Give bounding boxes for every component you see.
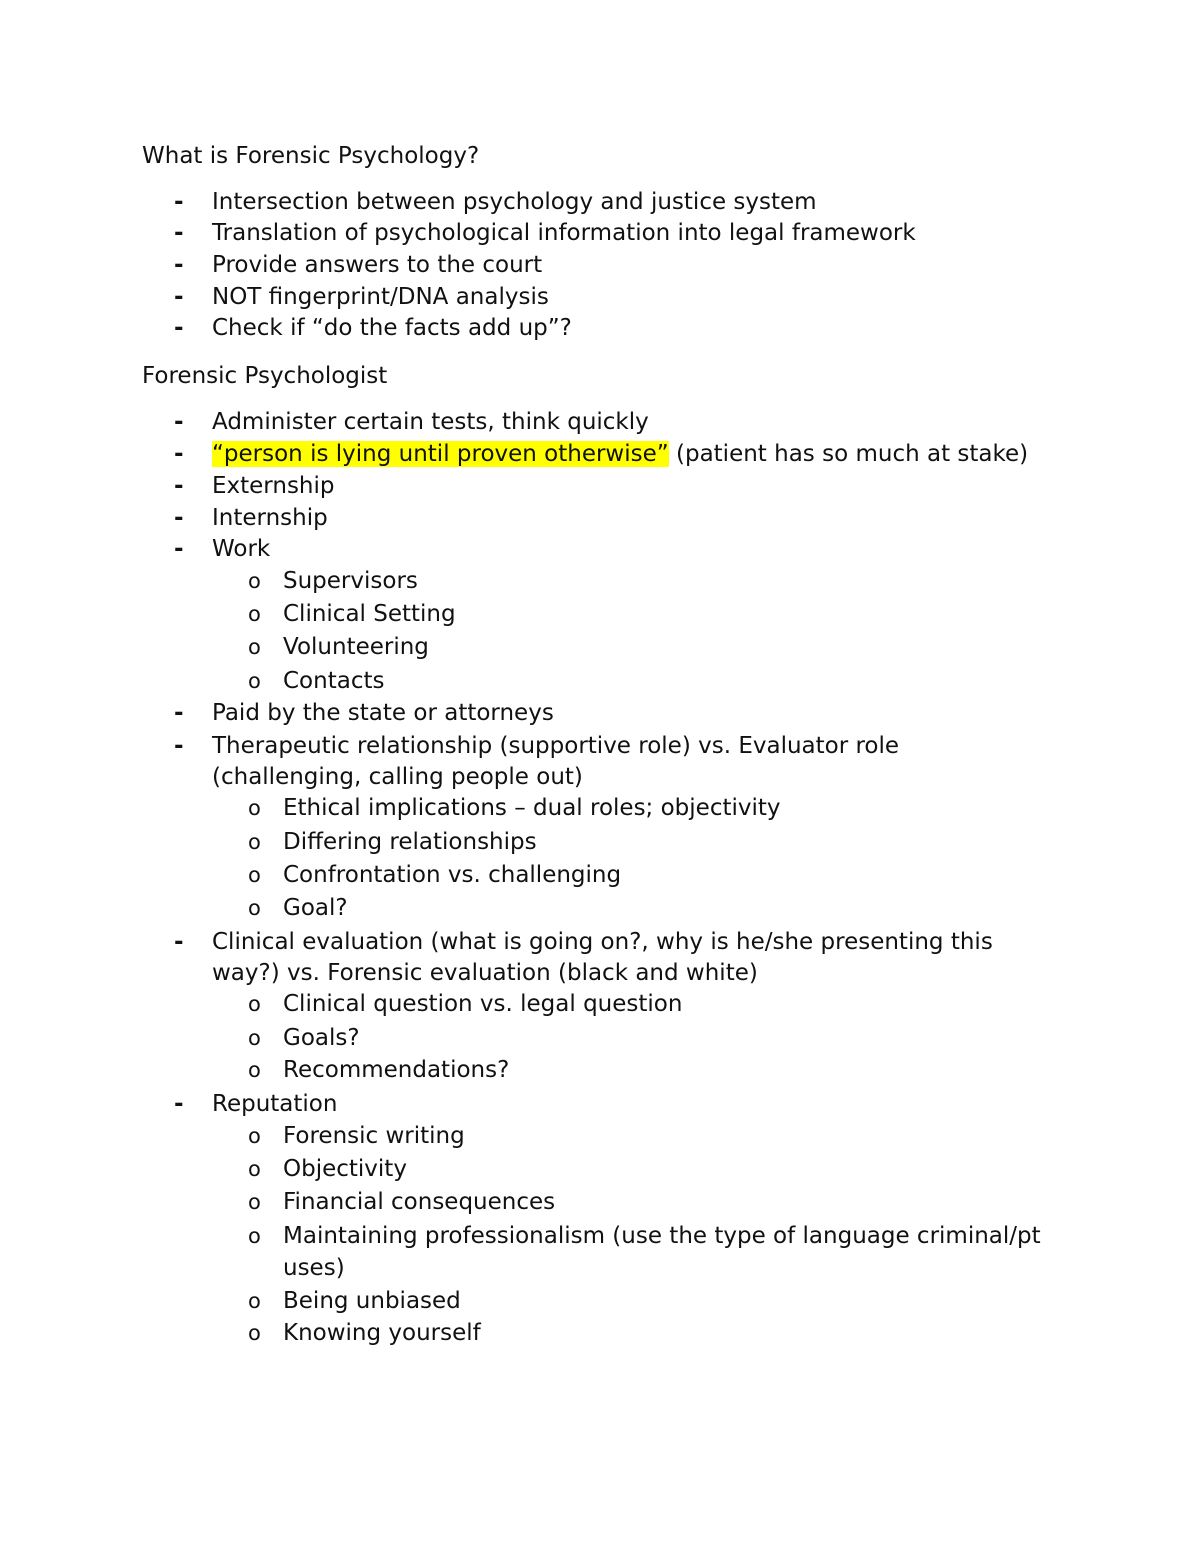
bullet-circle: o [248, 602, 261, 626]
bullet-dash: - [174, 189, 184, 215]
list-item-continuation: (challenging, calling people out) [212, 764, 583, 790]
sub-list-item: Forensic writing [283, 1123, 465, 1149]
list-item: Provide answers to the court [212, 252, 543, 278]
list-item: NOT fingerprint/DNA analysis [212, 284, 549, 310]
list-item: Paid by the state or attorneys [212, 700, 554, 726]
list-item: Administer certain tests, think quickly [212, 409, 649, 435]
bullet-dash: - [174, 220, 184, 246]
list-item: Check if “do the facts add up”? [212, 315, 572, 341]
bullet-dash: - [174, 1091, 184, 1117]
bullet-circle: o [248, 830, 261, 854]
section-heading-forensic-psychologist: Forensic Psychologist [142, 363, 388, 389]
sub-list-item: Financial consequences [283, 1189, 556, 1215]
sub-list-item: Recommendations? [283, 1057, 510, 1083]
bullet-circle: o [248, 863, 261, 887]
sub-list-item: Volunteering [283, 634, 429, 660]
sub-list-item-continuation: uses) [283, 1255, 345, 1281]
section-heading-what-is-forensic-psychology: What is Forensic Psychology? [142, 143, 480, 169]
list-item: Externship [212, 473, 335, 499]
sub-list-item: Being unbiased [283, 1288, 461, 1314]
sub-list-item: Maintaining professionalism (use the type of language criminal/pt [283, 1223, 1041, 1249]
bullet-circle: o [248, 1058, 261, 1082]
sub-list-item: Knowing yourself [283, 1320, 481, 1346]
bullet-circle: o [248, 1124, 261, 1148]
sub-list-item: Clinical question vs. legal question [283, 991, 683, 1017]
bullet-dash: - [174, 441, 184, 467]
bullet-circle: o [248, 796, 261, 820]
bullet-circle: o [248, 1289, 261, 1313]
quote-explanation: (patient has so much at stake) [668, 441, 1029, 467]
sub-list-item: Supervisors [283, 568, 418, 594]
bullet-circle: o [248, 992, 261, 1016]
sub-list-item: Clinical Setting [283, 601, 456, 627]
list-item-highlighted [212, 440, 1028, 468]
list-item: Intersection between psychology and justice system [212, 189, 817, 215]
bullet-circle: o [248, 1026, 261, 1050]
sub-list-item: Objectivity [283, 1156, 407, 1182]
list-item: Therapeutic relationship (supportive role) vs. Evaluator role [212, 733, 900, 759]
sub-list-item: Differing relationships [283, 829, 537, 855]
bullet-circle: o [248, 1157, 261, 1181]
sub-list-item: Confrontation vs. challenging [283, 862, 622, 888]
bullet-dash: - [174, 929, 184, 955]
bullet-circle: o [248, 1190, 261, 1214]
bullet-dash: - [174, 536, 184, 562]
list-item: Translation of psychological information into legal framework [212, 220, 916, 246]
bullet-dash: - [174, 473, 184, 499]
bullet-circle: o [248, 1224, 261, 1248]
list-item: Reputation [212, 1091, 338, 1117]
sub-list-item: Goals? [283, 1025, 360, 1051]
bullet-dash: - [174, 284, 184, 310]
bullet-circle: o [248, 896, 261, 920]
sub-list-item: Ethical implications – dual roles; objectivity [283, 795, 781, 821]
bullet-dash: - [174, 700, 184, 726]
bullet-dash: - [174, 733, 184, 759]
list-item-continuation: way?) vs. Forensic evaluation (black and white) [212, 960, 758, 986]
bullet-circle: o [248, 569, 261, 593]
bullet-circle: o [248, 635, 261, 659]
bullet-dash: - [174, 409, 184, 435]
bullet-dash: - [174, 252, 184, 278]
bullet-dash: - [174, 505, 184, 531]
list-item: Clinical evaluation (what is going on?, why is he/she presenting this [212, 929, 993, 955]
sub-list-item: Contacts [283, 668, 385, 694]
bullet-circle: o [248, 669, 261, 693]
list-item: Internship [212, 505, 328, 531]
bullet-circle: o [248, 1321, 261, 1345]
sub-list-item: Goal? [283, 895, 348, 921]
list-item: Work [212, 536, 271, 562]
highlighted-quote: “person is lying until proven otherwise” [212, 441, 669, 467]
bullet-dash: - [174, 315, 184, 341]
